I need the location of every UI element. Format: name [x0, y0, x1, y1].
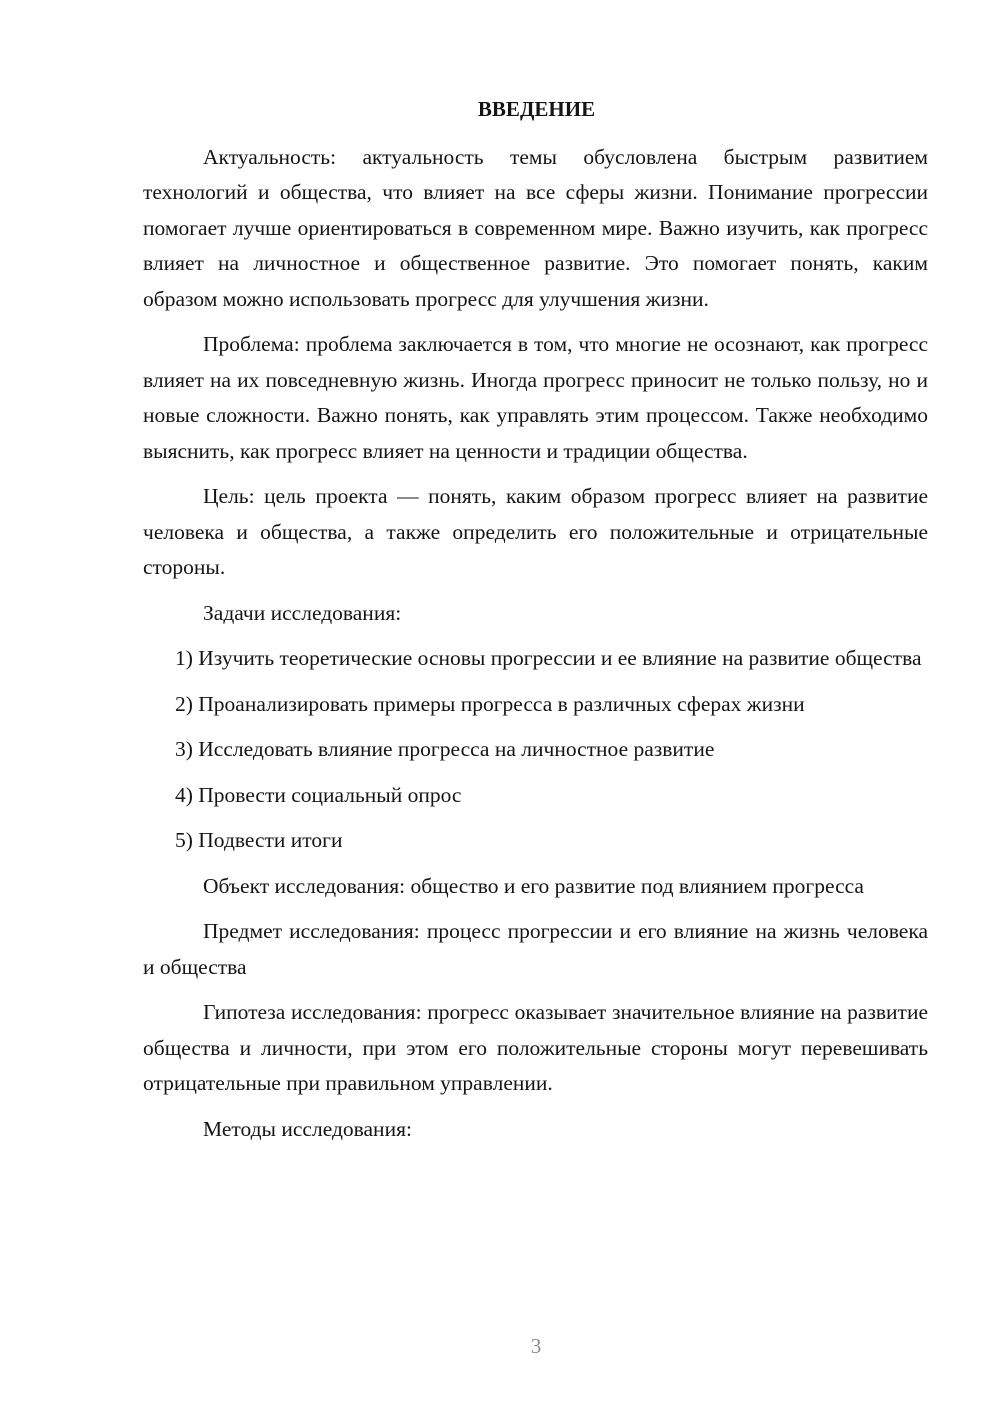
page-content: [143, 92, 928, 1157]
tasks-title: Задачи исследования:: [203, 600, 402, 625]
section-heading: ВВЕДЕНИЕ: [477, 97, 596, 121]
task-item-1: 1) Изучить теоретические основы прогрессии и ее влияние на развитие общества: [175, 646, 922, 670]
goal-paragraph: Цель: цель проекта — понять, каким образом прогресс влияет на развитие человека и общества, а также определить его положительные и отрицательные стороны.: [143, 484, 928, 579]
hypothesis-paragraph: Гипотеза исследования: прогресс оказывает значительное влияние на развитие общества и личности, при этом его положительные стороны могут перевешивать отрицательные при правильном управлении.: [143, 1000, 928, 1095]
task-item-5: 5) Подвести итоги: [175, 828, 343, 852]
subject-paragraph: Предмет исследования: процесс прогрессии и его влияние на жизнь человека и общества: [143, 919, 928, 979]
relevance-paragraph: Актуальность: актуальность темы обусловлена быстрым развитием технологий и общества, что влияет на все сферы жизни. Понимание прогрессии помогает лучше ориентироваться в современном мире. Важно изучить, как прогресс влияет на личностное и общественное развитие. Это помогает понять, каким образом можно использовать прогресс для улучшения жизни.: [143, 144, 928, 311]
task-item-3: 3) Исследовать влияние прогресса на личностное развитие: [175, 737, 715, 761]
methods-title: Методы исследования:: [203, 1116, 412, 1141]
problem-paragraph: Проблема: проблема заключается в том, что многие не осознают, как прогресс влияет на их повседневную жизнь. Иногда прогресс приносит не только пользу, но и новые сложности. Важно понять, как управлять этим процессом. Также необходимо выяснить, как прогресс влияет на ценности и традиции общества.: [143, 332, 928, 463]
task-item-2: 2) Проанализировать примеры прогресса в различных сферах жизни: [175, 691, 805, 716]
task-item-4: 4) Провести социальный опрос: [175, 782, 462, 807]
object-paragraph: Объект исследования: общество и его развитие под влиянием прогресса: [203, 873, 864, 898]
page-number: 3: [530, 1334, 542, 1358]
